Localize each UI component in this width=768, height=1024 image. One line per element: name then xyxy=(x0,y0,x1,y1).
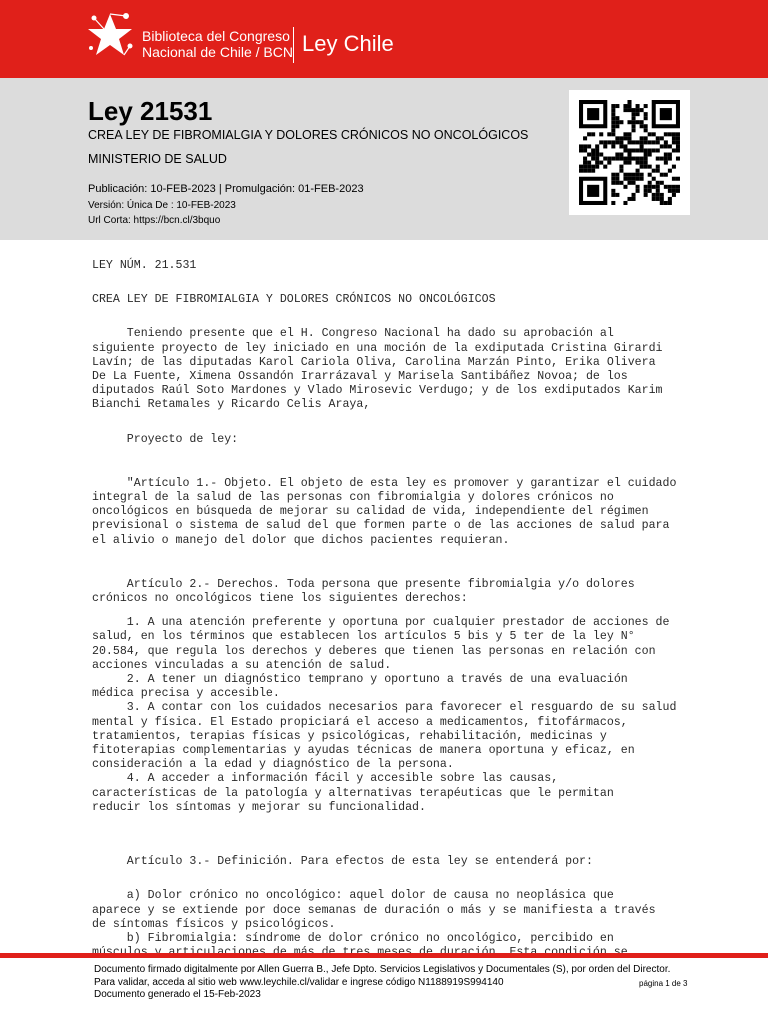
brand-divider xyxy=(293,27,294,63)
brand-bar xyxy=(0,0,768,78)
bill-intro: Proyecto de ley: xyxy=(92,432,239,446)
qr-code-icon xyxy=(579,100,680,205)
law-header xyxy=(0,78,768,240)
law-ministry: MINISTERIO DE SALUD xyxy=(88,152,227,166)
qr-code xyxy=(569,90,690,215)
footer-validation: Para validar, acceda al sitio web www.leychile.cl/validar e ingrese código N1188919S994140 xyxy=(94,976,504,988)
ley-chile-brand[interactable]: Ley Chile xyxy=(302,31,394,56)
brand-line-1: Biblioteca del Congreso xyxy=(142,28,290,44)
short-url[interactable]: Url Corta: https://bcn.cl/3bquo xyxy=(88,215,221,226)
article-3: Artículo 3.- Definición. Para efectos de esta ley se entenderá por: xyxy=(92,855,593,869)
brand-line-2: Nacional de Chile / BCN xyxy=(142,44,293,60)
preamble: Teniendo presente que el H. Congreso Nacional ha dado su aprobación al siguiente proyecto de ley iniciado en una moción de la exdiputada Cristina Girardi Lavín; de las diputadas Karol Cariola Oliva, Carolina Marzán Pinto, Erika Olivera De La Fuente, Ximena Ossandón Irarrázaval y Marisela Santibáñez Novoa; de los diputados Raúl Soto Mardones y Vlado Mirosevic Verdugo; y de los exdiputados Karim Bianchi Retamales y Ricardo Celis Araya, xyxy=(92,327,663,412)
footer-divider xyxy=(0,953,768,958)
bcn-star-logo-icon[interactable] xyxy=(86,10,134,62)
article-3-items: a) Dolor crónico no oncológico: aquel dolor de causa no neoplásica que aparece y se extiende por doce semanas de duración o más y se manifiesta a través de síntomas físicos y psicológicos. b) Fibromialgia: síndrome de dolor crónico no oncológico, percibido en xyxy=(92,889,656,945)
law-number: LEY NÚM. 21.531 xyxy=(92,259,197,272)
law-heading: CREA LEY DE FIBROMIALGIA Y DOLORES CRÓNICOS NO ONCOLÓGICOS xyxy=(92,293,496,307)
law-subtitle: CREA LEY DE FIBROMIALGIA Y DOLORES CRÓNICOS NO ONCOLÓGICOS xyxy=(88,128,529,142)
footer-signature: Documento firmado digitalmente por Allen Guerra B., Jefe Dpto. Servicios Legislativos y Documentales (S), por orden del Director. xyxy=(94,964,671,975)
footer xyxy=(94,964,670,1002)
article-2: Artículo 2.- Derechos. Toda persona que presente fibromialgia y/o dolores crónicos no oncológicos tiene los siguientes derechos: xyxy=(92,577,635,606)
document-body xyxy=(92,259,732,960)
publication-dates: Publicación: 10-FEB-2023 | Promulgación: 01-FEB-2023 xyxy=(88,183,364,195)
article-2-items: 1. A una atención preferente y oportuna por cualquier prestador de acciones de salud, en los términos que establecen los artículos 5 bis y 5 ter de la ley N° 20.584, que regula los derechos y deberes que tienen las personas en relación con acciones vinculadas a su atención de salud. 2. A tener un diagnóstico temprano y oportuno a través de una evaluación médica precisa y accesible. 3. A contar con los cuidados necesarios para favorecer el resguardo de su salud mental y física. El Estado propiciará el acceso a medicamentos, fitofármacos, tratamientos, terapias físicas y psicológicas, rehabilitación, medicinas y fitoterapias complementarias y ayudas técnicas de manera oportuna y eficaz, en consideración a la edad y diagnóstico de la persona. 4. A acceder a información fácil y accesible sobre las causas, características de la patología y alternativas terapéuticas que le permitan reducir los síntomas y mejorar su funcionalidad. xyxy=(92,616,677,814)
page-number: página 1 de 3 xyxy=(639,979,688,988)
article-1: "Artículo 1.- Objeto. El objeto de esta ley es promover y garantizar el cuidado integral de la salud de las personas con fibromialgia y dolores crónicos no oncológicos en búsqueda de mejorar su calidad de vida, independiente del régimen previsional o sistema de salud del que formen parte o de las acciones de salud para el alivio o manejo del dolor que dichos pacientes requieran. xyxy=(92,476,677,547)
brand-name[interactable] xyxy=(142,28,293,60)
version-info: Versión: Única De : 10-FEB-2023 xyxy=(88,200,236,211)
footer-generated: Documento generado el 15-Feb-2023 xyxy=(94,989,261,1000)
law-title: Ley 21531 xyxy=(88,96,213,126)
